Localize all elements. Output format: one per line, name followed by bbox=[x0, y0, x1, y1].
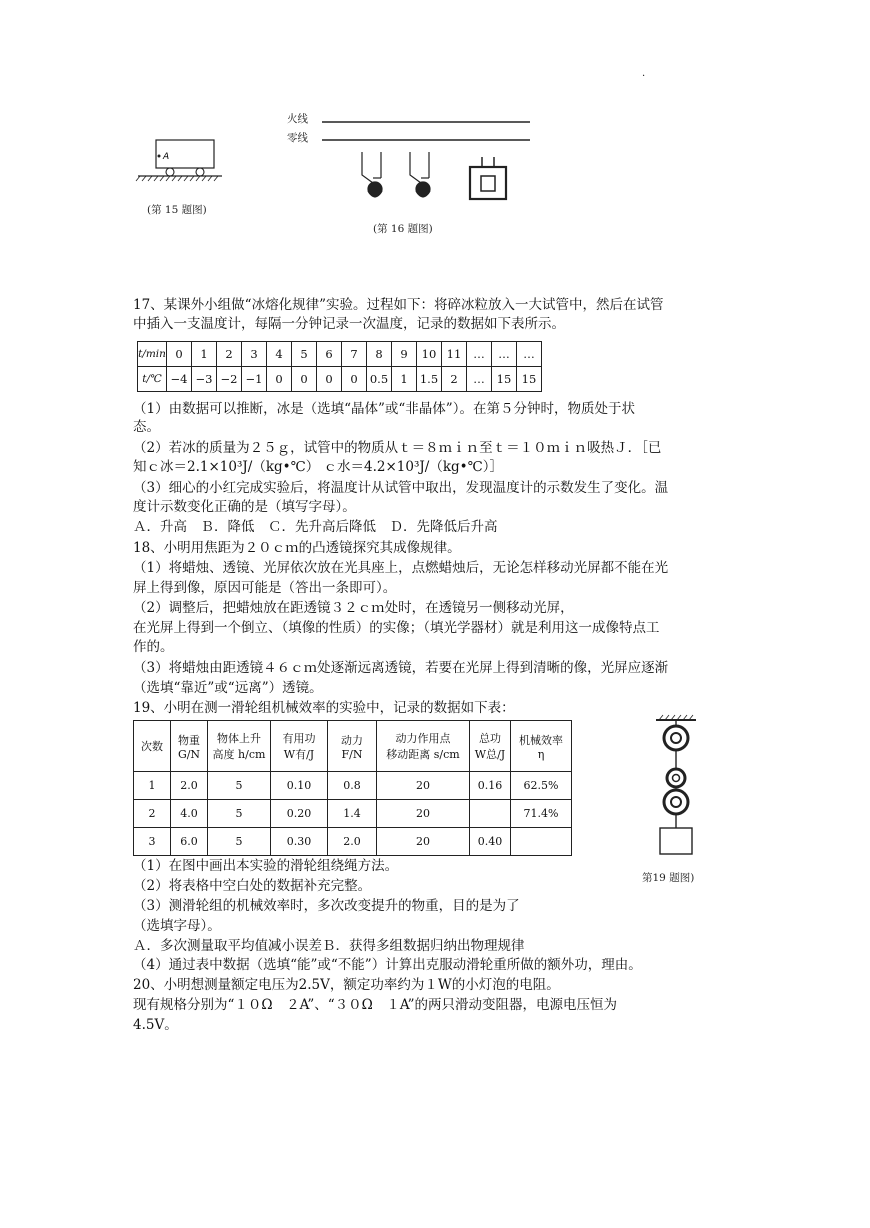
col-header-efficiency: 机械效率 η bbox=[511, 721, 572, 772]
lamp-2-icon bbox=[410, 152, 430, 197]
lamp-1-icon bbox=[362, 152, 382, 197]
cell: −1 bbox=[242, 367, 267, 392]
cell: 20 bbox=[377, 772, 470, 800]
col-header-useful-work: 有用功 W有/J bbox=[271, 721, 328, 772]
table-row bbox=[134, 800, 572, 828]
point-a-label: A bbox=[163, 152, 170, 162]
cell: 6 bbox=[317, 342, 342, 367]
header-row bbox=[134, 721, 572, 772]
time-row bbox=[138, 342, 542, 367]
cell: 2 bbox=[442, 367, 467, 392]
q19-part3-line1: （3）测滑轮组的机械效率时，多次改变提升的物重，目的是为了 bbox=[133, 898, 520, 914]
cell: 1.4 bbox=[328, 800, 377, 828]
cell: … bbox=[517, 342, 542, 367]
cell: 20 bbox=[377, 828, 470, 856]
q19-efficiency-table bbox=[133, 720, 572, 856]
cell: 0.20 bbox=[271, 800, 328, 828]
cell: 0.5 bbox=[367, 367, 392, 392]
q18-part2-line3: 作的。 bbox=[133, 639, 174, 655]
cell: 0.16 bbox=[470, 772, 511, 800]
figure-19-caption: 第19 题图) bbox=[642, 872, 695, 884]
q17-stem-line1: 17、某课外小组做“冰熔化规律”实验。过程如下：将碎冰粒放入一大试管中，然后在试管 bbox=[133, 297, 664, 313]
cell: 2.0 bbox=[328, 828, 377, 856]
col-header-force: 动力 F/N bbox=[328, 721, 377, 772]
socket-icon bbox=[470, 157, 506, 199]
cell: 0 bbox=[267, 367, 292, 392]
cell: 0.30 bbox=[271, 828, 328, 856]
temperature-row bbox=[138, 367, 542, 392]
table-row bbox=[134, 828, 572, 856]
live-wire-label: 火线 bbox=[287, 113, 308, 125]
cell: 11 bbox=[442, 342, 467, 367]
cell: 71.4% bbox=[511, 800, 572, 828]
cell: 10 bbox=[417, 342, 442, 367]
q19-part4: （4）通过表中数据（选填“能”或“不能”）计算出克服动滑轮重所做的额外功，理由。 bbox=[133, 957, 642, 973]
col-header-weight: 物重 G/N bbox=[171, 721, 208, 772]
figure-16-caption: (第 16 题图) bbox=[373, 223, 433, 235]
cell: 4.0 bbox=[171, 800, 208, 828]
temperature-header: t/℃ bbox=[138, 367, 167, 392]
q17-options: Ａ．升高 Ｂ．降低 Ｃ．先升高后降低 Ｄ．先降低后升高 bbox=[133, 519, 498, 535]
figure-19 bbox=[630, 712, 720, 892]
cell: −3 bbox=[192, 367, 217, 392]
cell: 15 bbox=[517, 367, 542, 392]
cell: 15 bbox=[492, 367, 517, 392]
cell: 0.8 bbox=[328, 772, 377, 800]
col-header-height: 物体上升 高度 h/cm bbox=[208, 721, 271, 772]
figure-15-caption: (第 15 题图) bbox=[147, 204, 207, 216]
q18-part2-line1: （2）调整后，把蜡烛放在距透镜３２ｃｍ处时，在透镜另一侧移动光屏， bbox=[133, 600, 574, 616]
q17-temperature-table bbox=[137, 341, 542, 392]
q19-part2: （2）将表格中空白处的数据补充完整。 bbox=[133, 878, 372, 894]
neutral-wire-label: 零线 bbox=[287, 132, 308, 144]
cell: 0.40 bbox=[470, 828, 511, 856]
cell: −4 bbox=[167, 367, 192, 392]
q17-part1-line1: （1）由数据可以推断，冰是（选填“晶体”或“非晶体”）。在第５分钟时，物质处于状 bbox=[133, 401, 635, 417]
q18-part2-line2: 在光屏上得到一个倒立、（填像的性质）的实像；（填光学器材）就是利用这一成像特点工 bbox=[133, 620, 660, 636]
pulley-diagram bbox=[630, 712, 720, 862]
cell: 5 bbox=[208, 772, 271, 800]
q17-part3-line1: （3）细心的小红完成实验后，将温度计从试管中取出，发现温度计的示数发生了变化。温 bbox=[133, 480, 669, 496]
q20-line3: 4.5V。 bbox=[133, 1017, 178, 1033]
cell: 2.0 bbox=[171, 772, 208, 800]
q19-part3-line2: （选填字母）。 bbox=[133, 918, 221, 934]
cell: 5 bbox=[292, 342, 317, 367]
cell: 5 bbox=[208, 828, 271, 856]
q19-part1: （1）在图中画出本实验的滑轮组绕绳方法。 bbox=[133, 858, 399, 874]
cell: 0 bbox=[342, 367, 367, 392]
cell: −2 bbox=[217, 367, 242, 392]
time-header: t/min bbox=[138, 342, 167, 367]
table-row bbox=[134, 772, 572, 800]
q18-part1-line2: 屏上得到像，原因可能是（答出一条即可）。 bbox=[133, 580, 397, 596]
cell: 7 bbox=[342, 342, 367, 367]
figure-15 bbox=[130, 130, 230, 220]
cell: … bbox=[492, 342, 517, 367]
q18-part3-line1: （3）将蜡烛由距透镜４６ｃｍ处逐渐远离透镜，若要在光屏上得到清晰的像，光屏应逐渐 bbox=[133, 660, 669, 676]
cell: 9 bbox=[392, 342, 417, 367]
col-header-total-work: 总功 W总/J bbox=[470, 721, 511, 772]
cell: 1 bbox=[392, 367, 417, 392]
q20-line1: 20、小明想测量额定电压为2.5V，额定功率约为１W的小灯泡的电阻。 bbox=[133, 977, 560, 993]
cart-diagram bbox=[130, 130, 230, 190]
weight-block bbox=[660, 828, 692, 854]
cell: 0 bbox=[317, 367, 342, 392]
col-header-distance: 动力作用点 移动距离 s/cm bbox=[377, 721, 470, 772]
cell: 2 bbox=[134, 800, 171, 828]
cell: 0 bbox=[292, 367, 317, 392]
figure-16 bbox=[285, 105, 535, 240]
cell: 6.0 bbox=[171, 828, 208, 856]
cell: 4 bbox=[267, 342, 292, 367]
cell: 62.5% bbox=[511, 772, 572, 800]
cell: 1.5 bbox=[417, 367, 442, 392]
cell: 0 bbox=[167, 342, 192, 367]
q19-stem: 19、小明在测一滑轮组机械效率的实验中，记录的数据如下表： bbox=[133, 700, 515, 716]
cell: 5 bbox=[208, 800, 271, 828]
cell: 1 bbox=[134, 772, 171, 800]
cell: … bbox=[467, 367, 492, 392]
circuit-diagram bbox=[285, 105, 535, 215]
q20-line2: 现有规格分别为“１０Ω ２A”、“３０Ω １A”的两只滑动变阻器，电源电压恒为 bbox=[133, 997, 618, 1013]
cell bbox=[470, 800, 511, 828]
q18-part3-line2: （选填“靠近”或“远离”）透镜。 bbox=[133, 680, 323, 696]
cell: 3 bbox=[242, 342, 267, 367]
cell: … bbox=[467, 342, 492, 367]
cell: 8 bbox=[367, 342, 392, 367]
q19-options: Ａ．多次测量取平均值减小误差Ｂ．获得多组数据归纳出物理规律 bbox=[133, 938, 525, 954]
cell bbox=[511, 828, 572, 856]
cell: 1 bbox=[192, 342, 217, 367]
q17-stem-line2: 中插入一支温度计，每隔一分钟记录一次温度，记录的数据如下表所示。 bbox=[133, 316, 565, 332]
cell: 0.10 bbox=[271, 772, 328, 800]
cell: 20 bbox=[377, 800, 470, 828]
q17-part3-line2: 度计示数变化正确的是（填写字母）。 bbox=[133, 499, 356, 515]
q18-stem: 18、小明用焦距为２０ｃｍ的凸透镜探究其成像规律。 bbox=[133, 540, 461, 556]
q18-part1-line1: （1）将蜡烛、透镜、光屏依次放在光具座上，点燃蜡烛后，无论怎样移动光屏都不能在光 bbox=[133, 560, 669, 576]
col-header-count: 次数 bbox=[134, 721, 171, 772]
q17-part2-line2: 知ｃ冰＝2.1×10³J/（kg•℃） ｃ水＝4.2×10³J/（kg•℃）］ bbox=[133, 459, 503, 475]
cell: 3 bbox=[134, 828, 171, 856]
page-mark: . bbox=[642, 68, 646, 79]
q17-part1-line2: 态。 bbox=[133, 419, 160, 435]
q17-part2-line1: （2）若冰的质量为２５ｇ，试管中的物质从ｔ＝８ｍｉｎ至ｔ＝１０ｍｉｎ吸热Ｊ．［已 bbox=[133, 440, 662, 456]
cell: 2 bbox=[217, 342, 242, 367]
